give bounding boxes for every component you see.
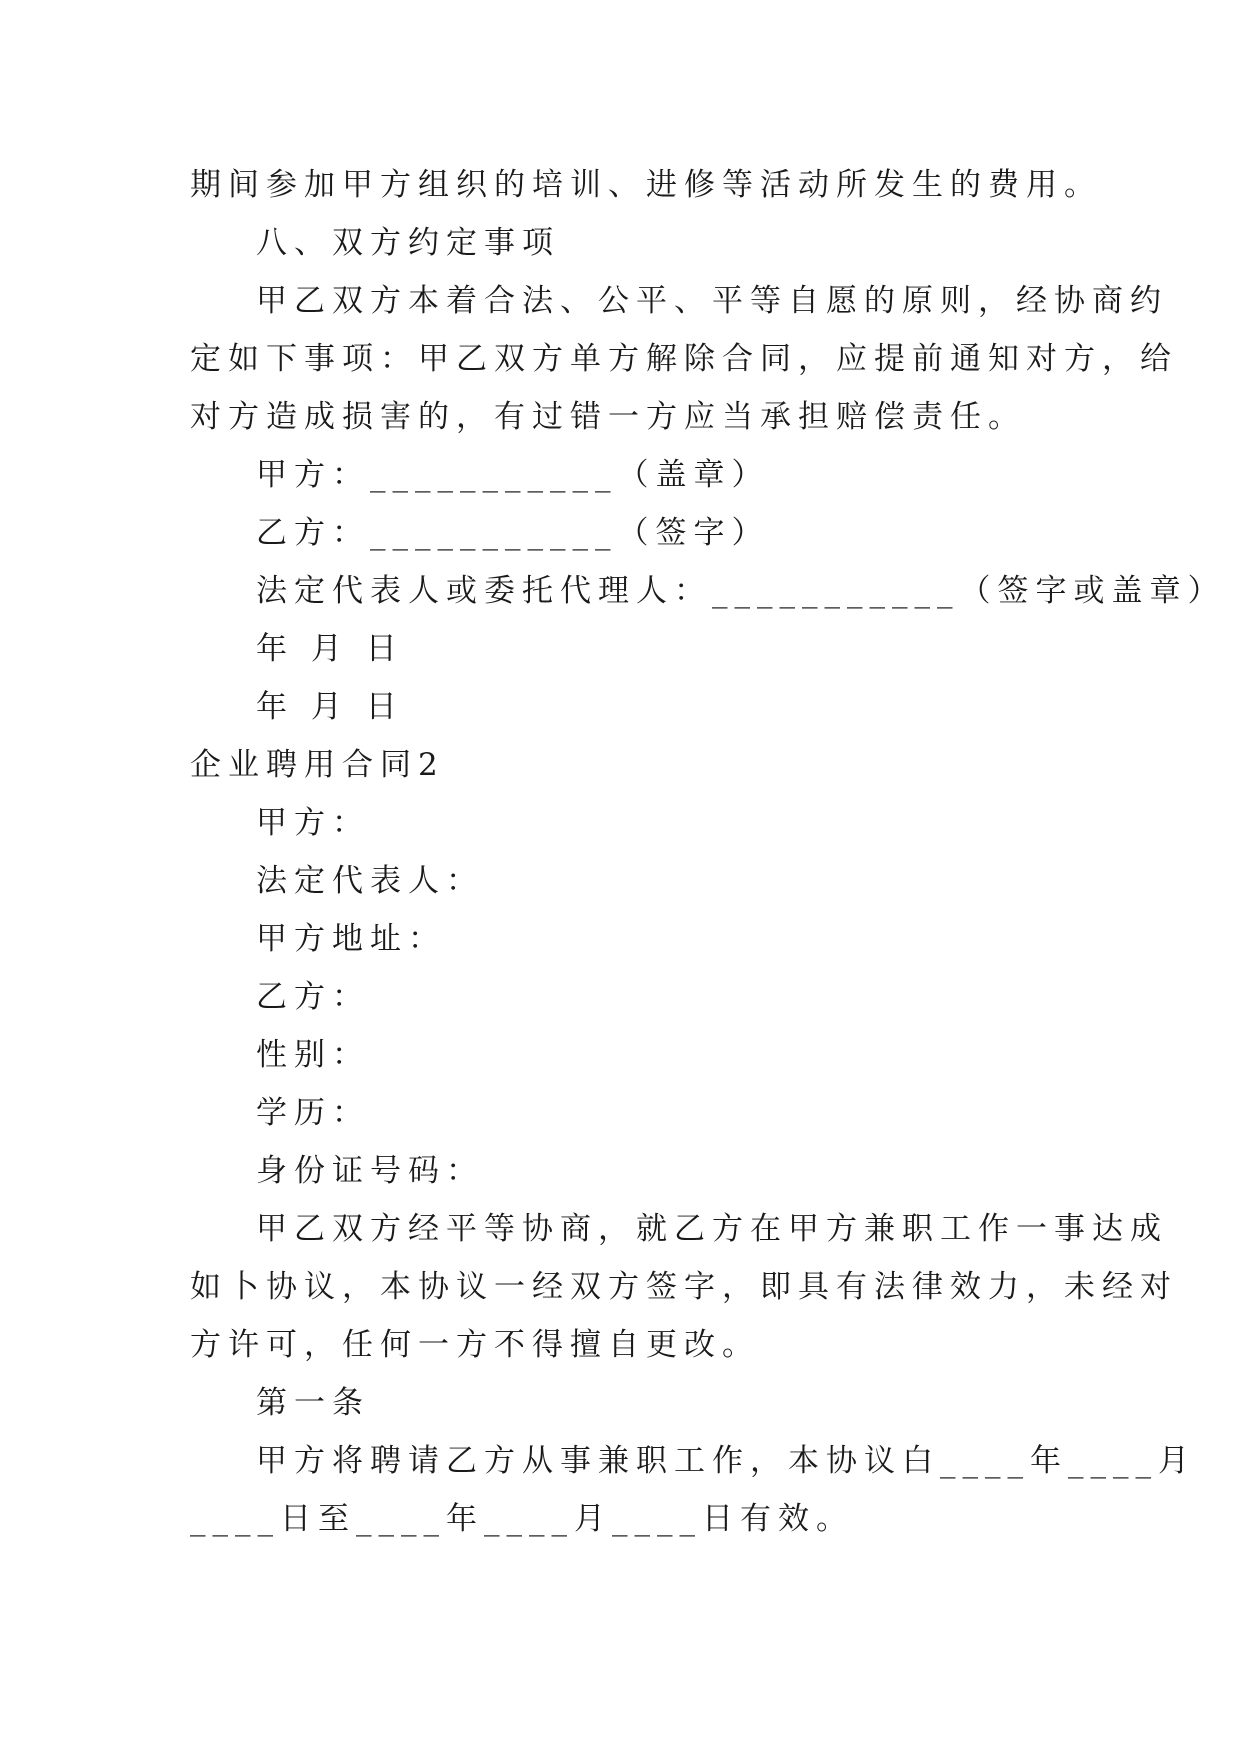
contract-title: 企业聘用合同2: [190, 747, 445, 783]
article-heading: 第一条: [256, 1385, 370, 1421]
paragraph-line: 方许可，任何一方不得擅自更改。: [190, 1327, 760, 1363]
paragraph-line: 期间参加甲方组织的培训、进修等活动所发生的费用。: [190, 167, 1102, 203]
date-line: 年 月 日: [256, 689, 404, 725]
field-label: 身份证号码：: [256, 1153, 484, 1189]
signature-line-party-a: 甲方：___________（盖章）: [256, 457, 770, 493]
field-label: 法定代表人：: [256, 863, 484, 899]
field-label: 学历：: [256, 1095, 370, 1131]
field-label: 甲方地址：: [256, 921, 446, 957]
field-label: 性别：: [256, 1037, 370, 1073]
field-label: 甲方：: [256, 805, 370, 841]
paragraph-line: ____日至____年____月____日有效。: [190, 1501, 854, 1537]
paragraph-line: 如卜协议，本协议一经双方签字，即具有法律效力，未经对: [190, 1269, 1178, 1305]
paragraph-line: 甲乙双方经平等协商，就乙方在甲方兼职工作一事达成: [256, 1211, 1168, 1247]
signature-line-party-b: 乙方：___________（签字）: [256, 515, 770, 551]
section-heading: 八、双方约定事项: [256, 225, 560, 261]
field-label: 乙方：: [256, 979, 370, 1015]
signature-line-representative: 法定代表人或委托代理人：___________（签字或盖章）: [256, 573, 1226, 609]
paragraph-line: 对方造成损害的，有过错一方应当承担赔偿责任。: [190, 399, 1026, 435]
paragraph-line: 甲乙双方本着合法、公平、平等自愿的原则，经协商约: [256, 283, 1168, 319]
date-line: 年 月 日: [256, 631, 404, 667]
paragraph-line: 甲方将聘请乙方从事兼职工作，本协议白____年____月: [256, 1443, 1196, 1479]
paragraph-line: 定如下事项：甲乙双方单方解除合同，应提前通知对方，给: [190, 341, 1178, 377]
